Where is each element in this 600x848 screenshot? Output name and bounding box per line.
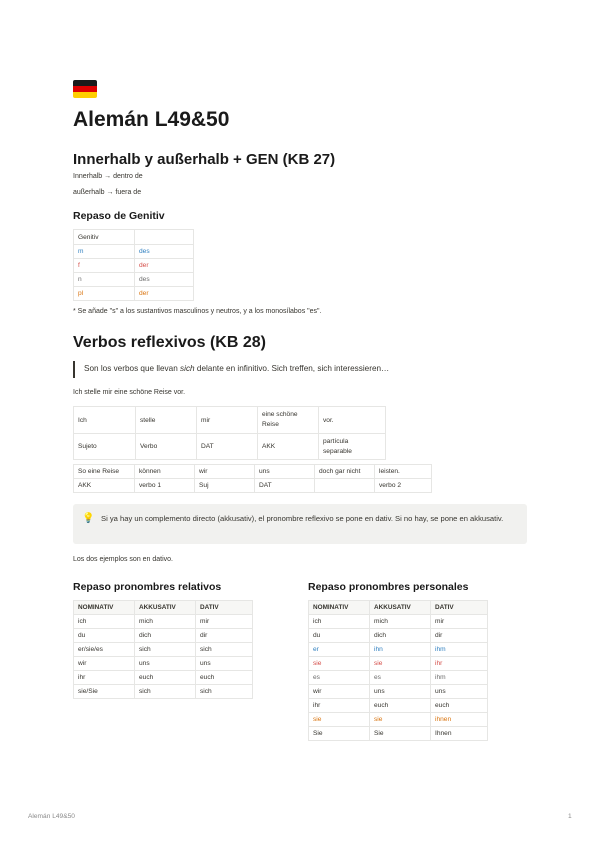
table-row bbox=[74, 479, 432, 493]
table-cell: wir bbox=[309, 685, 370, 699]
table-cell: uns bbox=[431, 685, 488, 699]
table-cell: euch bbox=[431, 699, 488, 713]
table-cell: sie bbox=[370, 713, 431, 727]
table-header-row bbox=[74, 601, 253, 615]
germany-flag-icon bbox=[73, 80, 97, 98]
table-cell: ich bbox=[74, 615, 135, 629]
table-cell: du bbox=[74, 629, 135, 643]
table-cell: m bbox=[74, 245, 135, 259]
quote-bar bbox=[73, 361, 75, 378]
table-cell: mir bbox=[196, 615, 253, 629]
dativo-note: Los dos ejemplos son en dativo. bbox=[73, 556, 174, 563]
table-cell: f bbox=[74, 259, 135, 273]
table-cell: dich bbox=[370, 629, 431, 643]
table-cell: ihnen bbox=[431, 713, 488, 727]
table-row bbox=[74, 434, 386, 460]
table-cell: sich bbox=[196, 685, 253, 699]
table-cell: ihr bbox=[74, 671, 135, 685]
table-cell: leisten. bbox=[375, 465, 432, 479]
table-cell: doch gar nicht bbox=[315, 465, 375, 479]
table-row bbox=[74, 407, 386, 434]
table-cell: Ihnen bbox=[431, 727, 488, 741]
table-row bbox=[309, 685, 488, 699]
table-cell: sie/Sie bbox=[74, 685, 135, 699]
table-row bbox=[74, 629, 253, 643]
table-cell: sich bbox=[135, 643, 196, 657]
table-cell: er bbox=[309, 643, 370, 657]
callout-text: Si ya hay un complemento directo (akkusativ), el pronombre reflexivo se pone en dativ. Si no hay, se pone en akkusativ. bbox=[101, 514, 504, 523]
table-header-cell: NOMINATIV bbox=[74, 601, 135, 615]
table-cell: stelle bbox=[136, 407, 197, 434]
table-cell: ich bbox=[309, 615, 370, 629]
table-header-cell: AKKUSATIV bbox=[370, 601, 431, 615]
table-cell: AKK bbox=[258, 434, 319, 460]
table-header-cell: DATIV bbox=[196, 601, 253, 615]
table-cell: dir bbox=[196, 629, 253, 643]
table-cell: Suj bbox=[195, 479, 255, 493]
table-cell: partícula separable bbox=[319, 434, 386, 460]
table-row bbox=[74, 273, 194, 287]
table-row bbox=[309, 699, 488, 713]
table-cell: euch bbox=[135, 671, 196, 685]
table-row bbox=[309, 671, 488, 685]
footer-title: Alemán L49&50 bbox=[28, 813, 75, 820]
table-row bbox=[309, 657, 488, 671]
section-heading-reflexivos: Verbos reflexivos (KB 28) bbox=[73, 334, 266, 351]
table-cell: Sie bbox=[370, 727, 431, 741]
table-cell: So eine Reise bbox=[74, 465, 135, 479]
table-cell: des bbox=[135, 273, 194, 287]
table-cell: du bbox=[309, 629, 370, 643]
table-header-cell: Genitiv bbox=[74, 230, 135, 245]
table-cell: mich bbox=[370, 615, 431, 629]
table-cell: ihr bbox=[431, 657, 488, 671]
table-cell: sich bbox=[135, 685, 196, 699]
section-heading-innerhalb: Innerhalb y außerhalb + GEN (KB 27) bbox=[73, 151, 336, 168]
table-row bbox=[74, 671, 253, 685]
table-cell: verbo 2 bbox=[375, 479, 432, 493]
table-cell: Ich bbox=[74, 407, 136, 434]
table-cell: mir bbox=[431, 615, 488, 629]
table-cell: der bbox=[135, 287, 194, 301]
table-cell: verbo 1 bbox=[135, 479, 195, 493]
table-cell: sie bbox=[370, 657, 431, 671]
table-row bbox=[309, 615, 488, 629]
table-cell: dich bbox=[135, 629, 196, 643]
table-cell: pl bbox=[74, 287, 135, 301]
table-cell: des bbox=[135, 245, 194, 259]
table-cell: sich bbox=[196, 643, 253, 657]
table-cell: ihm bbox=[431, 643, 488, 657]
table-cell: wir bbox=[195, 465, 255, 479]
callout-box bbox=[73, 504, 527, 544]
page-number: 1 bbox=[568, 813, 572, 820]
table-cell: Sujeto bbox=[74, 434, 136, 460]
table-row bbox=[74, 657, 253, 671]
example-table-2 bbox=[73, 464, 432, 493]
genitiv-heading: Repaso de Genitiv bbox=[73, 210, 165, 222]
table-cell: uns bbox=[196, 657, 253, 671]
table-cell: dir bbox=[431, 629, 488, 643]
table-cell: uns bbox=[370, 685, 431, 699]
table-cell: sie bbox=[309, 713, 370, 727]
table-row bbox=[74, 245, 194, 259]
table-row bbox=[309, 727, 488, 741]
table-cell: DAT bbox=[197, 434, 258, 460]
table-cell: euch bbox=[196, 671, 253, 685]
table-row bbox=[309, 713, 488, 727]
genitiv-table bbox=[73, 229, 194, 301]
table-cell: der bbox=[135, 259, 194, 273]
table-row bbox=[74, 615, 253, 629]
lightbulb-icon: 💡 bbox=[82, 513, 95, 524]
table-cell: er/sie/es bbox=[74, 643, 135, 657]
table-cell: können bbox=[135, 465, 195, 479]
table-cell: euch bbox=[370, 699, 431, 713]
table-row bbox=[309, 629, 488, 643]
table-cell: DAT bbox=[255, 479, 315, 493]
definition-ausserhalb: außerhalb → fuera de bbox=[73, 189, 142, 196]
table-cell: uns bbox=[255, 465, 315, 479]
table-row bbox=[74, 465, 432, 479]
table-cell: eine schöne Reise bbox=[258, 407, 319, 434]
definition-innerhalb: Innerhalb → dentro de bbox=[73, 173, 143, 180]
table-cell: sie bbox=[309, 657, 370, 671]
table-cell: ihn bbox=[370, 643, 431, 657]
table-cell: wir bbox=[74, 657, 135, 671]
table-cell: vor. bbox=[319, 407, 386, 434]
table-row bbox=[309, 643, 488, 657]
table-cell: AKK bbox=[74, 479, 135, 493]
table-row bbox=[74, 259, 194, 273]
personales-table bbox=[308, 600, 488, 741]
table-cell: mich bbox=[135, 615, 196, 629]
example-sentence: Ich stelle mir eine schöne Reise vor. bbox=[73, 389, 186, 396]
page-title: Alemán L49&50 bbox=[73, 108, 230, 131]
genitiv-note: * Se añade "s" a los sustantivos masculinos y neutros, y a los monosílabos "es". bbox=[73, 308, 322, 315]
table-cell: es bbox=[370, 671, 431, 685]
table-cell: n bbox=[74, 273, 135, 287]
relativos-heading: Repaso pronombres relativos bbox=[73, 581, 222, 593]
table-cell: ihm bbox=[431, 671, 488, 685]
table-cell: uns bbox=[135, 657, 196, 671]
personales-heading: Repaso pronombres personales bbox=[308, 581, 469, 593]
table-header-cell: DATIV bbox=[431, 601, 488, 615]
table-header-cell bbox=[135, 230, 194, 245]
table-header-row bbox=[309, 601, 488, 615]
table-cell bbox=[315, 479, 375, 493]
table-cell: Verbo bbox=[136, 434, 197, 460]
table-cell: es bbox=[309, 671, 370, 685]
quote-text: Son los verbos que llevan sich delante en infinitivo. Sich treffen, sich interessieren… bbox=[84, 364, 390, 373]
table-cell: ihr bbox=[309, 699, 370, 713]
relativos-table bbox=[73, 600, 253, 699]
table-header-cell: AKKUSATIV bbox=[135, 601, 196, 615]
table-row bbox=[74, 643, 253, 657]
example-table-1 bbox=[73, 406, 386, 460]
table-cell: Sie bbox=[309, 727, 370, 741]
table-cell: mir bbox=[197, 407, 258, 434]
table-header-cell: NOMINATIV bbox=[309, 601, 370, 615]
table-row bbox=[74, 685, 253, 699]
table-row bbox=[74, 287, 194, 301]
